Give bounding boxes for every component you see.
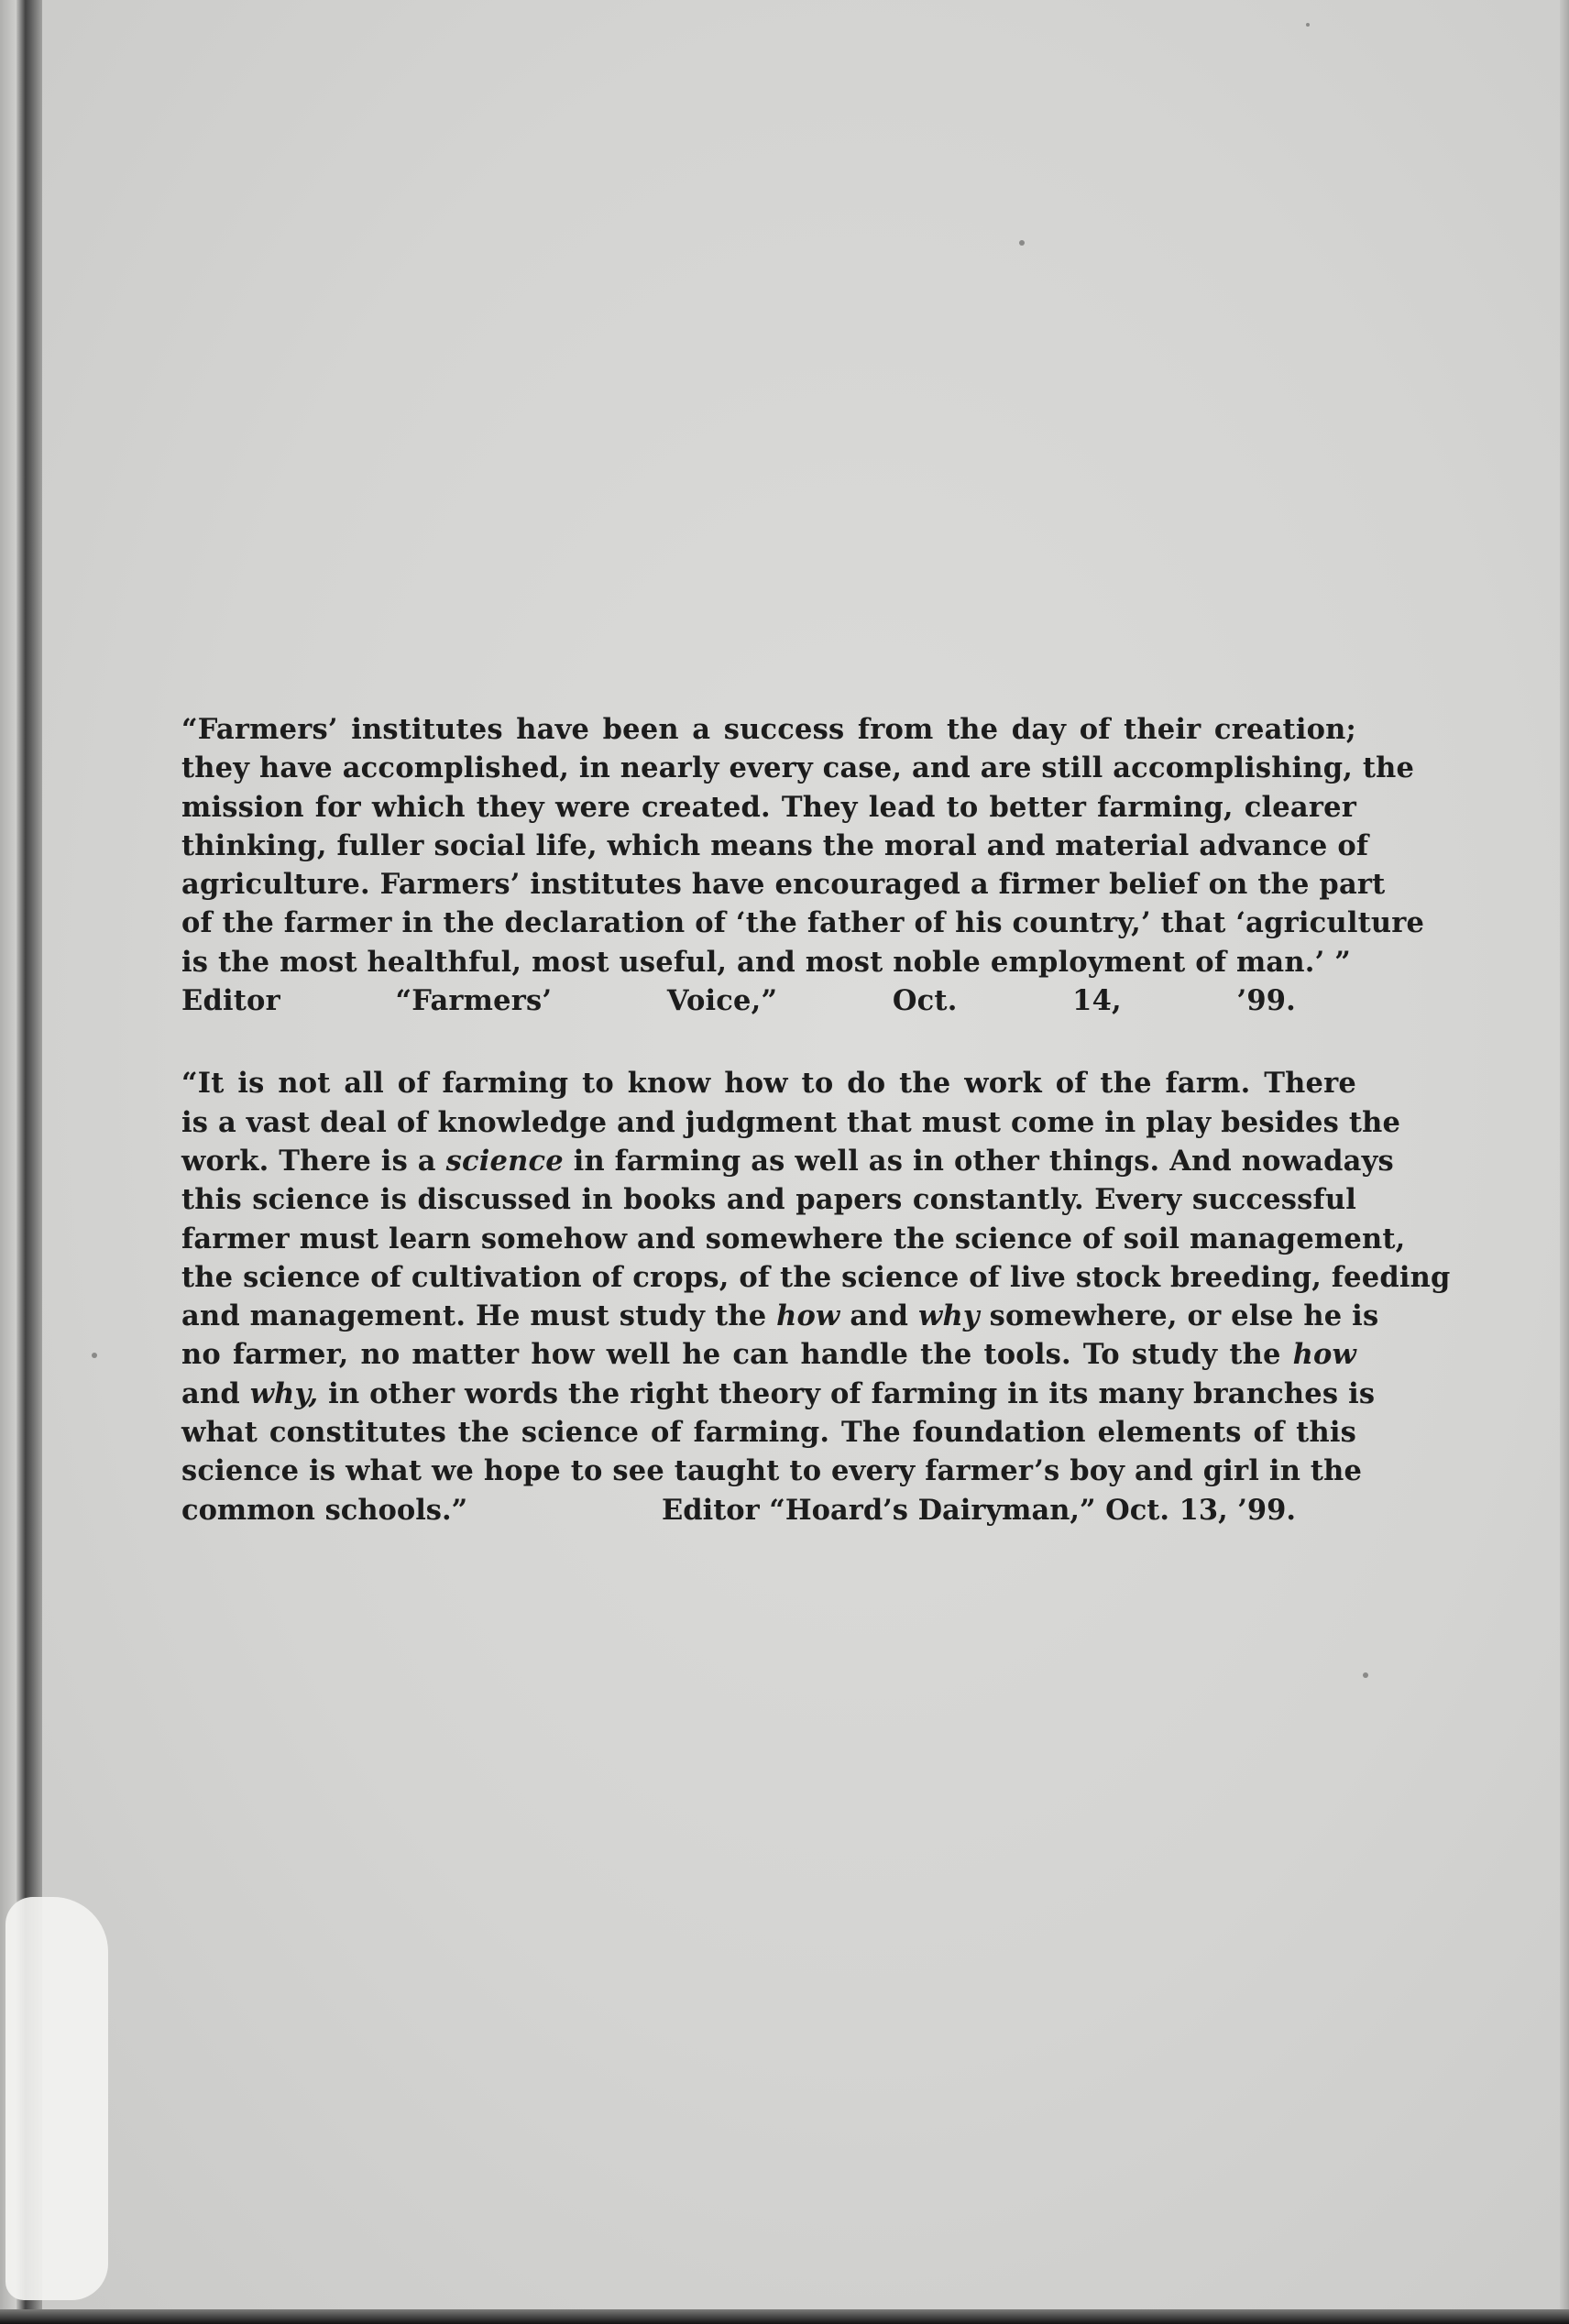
text-run: work. There is a bbox=[181, 1144, 446, 1178]
quote-line bbox=[181, 1335, 1356, 1374]
quote-line: what constitutes the science of farming. The foundation elements of this bbox=[181, 1416, 1356, 1450]
quote-line: thinking, fuller social life, which means the moral and material advance of bbox=[181, 828, 1369, 862]
quote-line: common schools.” bbox=[181, 1493, 468, 1527]
emphasis-science: science bbox=[445, 1144, 564, 1178]
paper-speck bbox=[1019, 240, 1025, 246]
emphasis-why: why, bbox=[249, 1376, 319, 1410]
paper-speck bbox=[92, 1353, 97, 1358]
quote-line: “Farmers’ institutes have been a success from the day of their creation; bbox=[181, 713, 1356, 746]
paper-speck bbox=[1306, 23, 1310, 27]
page-right-edge bbox=[1560, 0, 1569, 2324]
quote-farmers-voice bbox=[181, 710, 1425, 1020]
paper-speck bbox=[1363, 1672, 1368, 1678]
quote-line bbox=[181, 1297, 1379, 1335]
quote-line: farmer must learn somehow and somewhere the science of soil management, bbox=[181, 1222, 1406, 1255]
quote-line: science is what we hope to see taught to every farmer’s boy and girl in the bbox=[181, 1454, 1363, 1488]
quote-line: the science of cultivation of crops, of the science of live stock breeding, feeding bbox=[181, 1260, 1451, 1294]
quote-line: of the farmer in the declaration of ‘the father of his country,’ that ‘agriculture bbox=[181, 906, 1425, 940]
quote-line: this science is discussed in books and papers constantly. Every successful bbox=[181, 1183, 1356, 1217]
quote-line bbox=[181, 1375, 1376, 1413]
text-run: and bbox=[181, 1376, 250, 1410]
quote-line: agriculture. Farmers’ institutes have encouraged a firmer belief on the part bbox=[181, 868, 1386, 902]
emphasis-how: how bbox=[1292, 1338, 1356, 1372]
text-run: no farmer, no matter how well he can handle the tools. To study the bbox=[181, 1338, 1293, 1372]
quote-final-line bbox=[181, 1491, 1356, 1529]
quote-line: “It is not all of farming to know how to do the work of the farm. There bbox=[181, 1067, 1356, 1101]
emphasis-why: why bbox=[918, 1299, 980, 1333]
quote-hoards-dairyman bbox=[181, 1064, 1451, 1529]
emphasis-how: how bbox=[776, 1299, 840, 1333]
attribution-hoards-dairyman: Editor “Hoard’s Dairyman,” Oct. 13, ’99. bbox=[662, 1493, 1296, 1527]
attribution-farmers-voice: Editor “Farmers’ Voice,” Oct. 14, ’99. bbox=[181, 984, 1296, 1018]
paper-tear bbox=[5, 1897, 108, 2300]
text-run: in farming as well as in other things. And nowadays bbox=[563, 1144, 1394, 1178]
quote-line: they have accomplished, in nearly every case, and are still accomplishing, the bbox=[181, 751, 1415, 785]
text-block bbox=[181, 710, 1451, 1529]
quote-line bbox=[181, 1142, 1394, 1180]
quote-line: mission for which they were created. They lead to better farming, clearer bbox=[181, 790, 1356, 824]
page-bottom-edge bbox=[0, 2309, 1569, 2324]
quote-line: is a vast deal of knowledge and judgment that must come in play besides the bbox=[181, 1105, 1401, 1139]
text-run: and bbox=[839, 1299, 919, 1333]
text-run: in other words the right theory of farming in its many branches is bbox=[318, 1376, 1376, 1410]
text-run: and management. He must study the bbox=[181, 1299, 777, 1333]
quote-line: is the most healthful, most useful, and most noble employment of man.’ ” bbox=[181, 945, 1351, 979]
text-run: somewhere, or else he is bbox=[979, 1299, 1379, 1333]
